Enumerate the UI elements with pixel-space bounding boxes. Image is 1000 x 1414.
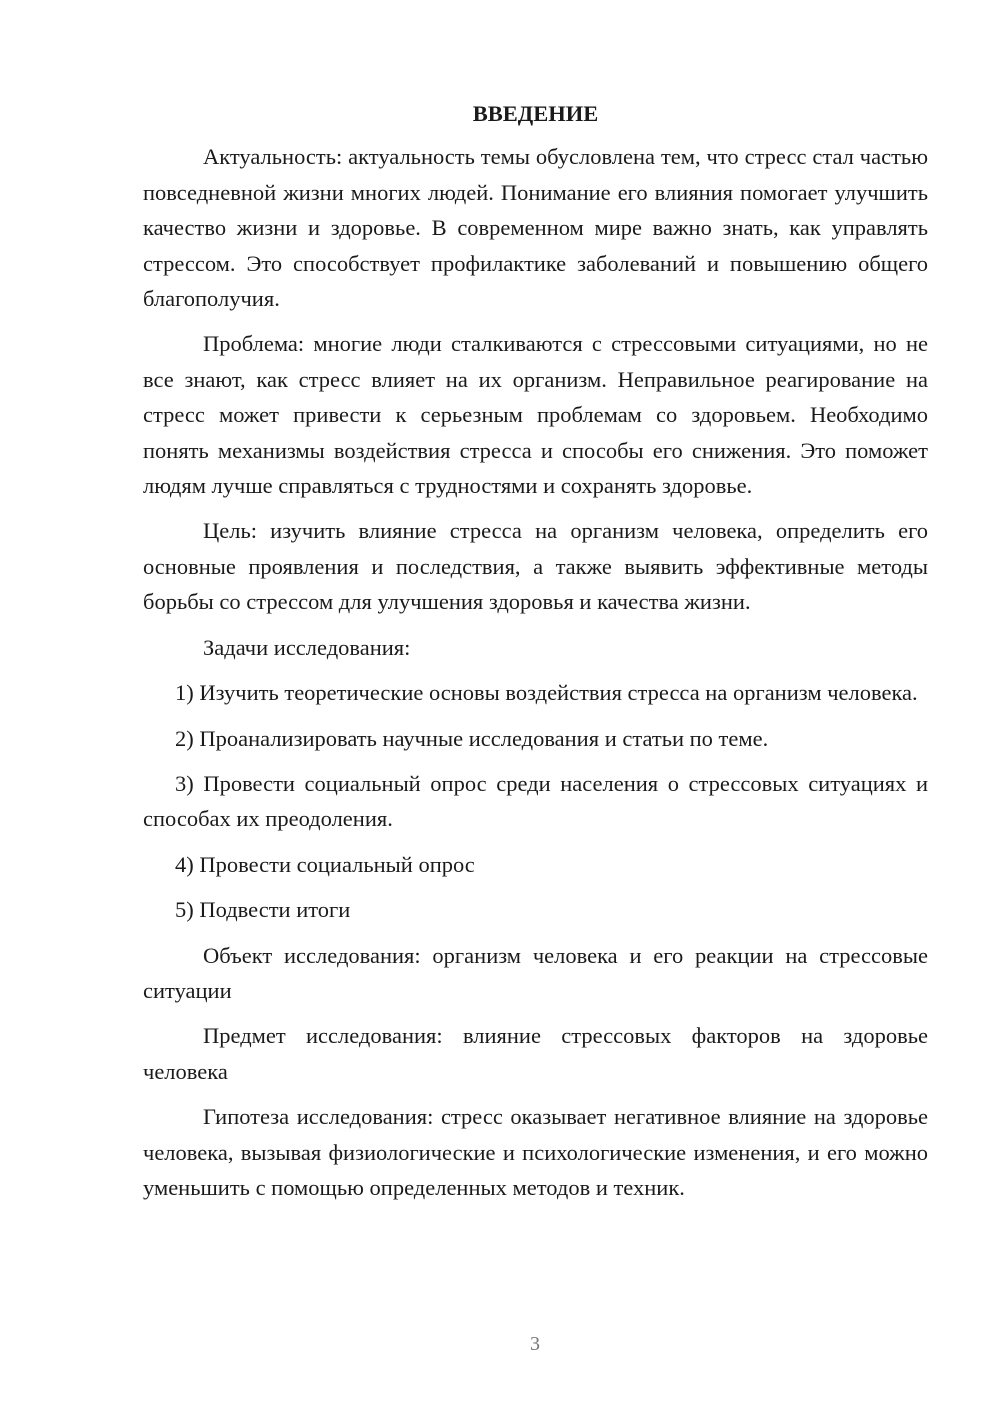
task-item-1: 1) Изучить теоретические основы воздействия стресса на организм человека. [175,680,918,706]
tasks-heading: Задачи исследования: [203,634,411,660]
task-item-4: 4) Провести социальный опрос [175,851,475,877]
task-item-5: 5) Подвести итоги [175,897,351,923]
paragraph-hypothesis: Гипотеза исследования: стресс оказывает негативное влияние на здоровье человека, вызывая физиологические и психологические изменения, и его можно уменьшить с помощью определенных методов и техник. [143,1104,928,1200]
document-page [143,96,928,1205]
page-number: 3 [530,1333,540,1355]
task-item-2: 2) Проанализировать научные исследования и статьи по теме. [175,725,769,751]
paragraph-subject: Предмет исследования: влияние стрессовых факторов на здоровье человека [143,1023,928,1084]
paragraph-problem: Проблема: многие люди сталкиваются с стрессовыми ситуациями, но не все знают, как стресс влияет на их организм. Неправильное реагирование на стресс может привести к серьезным проблемам со здоровьем. Необходимо понять механизмы воздействия стресса и способы его снижения. Это поможет людям лучше справляться с трудностями и сохранять здоровье. [143,331,928,499]
paragraph-goal: Цель: изучить влияние стресса на организм человека, определить его основные проявления и последствия, а также выявить эффективные методы борьбы со стрессом для улучшения здоровья и качества жизни. [143,518,928,615]
paragraph-relevance: Актуальность: актуальность темы обусловлена тем, что стресс стал частью повседневной жизни многих людей. Понимание его влияния помогает улучшить качество жизни и здоровье. В современном мире важно знать, как управлять стрессом. Это способствует профилактике заболеваний и повышению общего благополучия. [143,144,928,312]
page-title: ВВЕДЕНИЕ [472,101,599,126]
paragraph-object: Объект исследования: организм человека и его реакции на стрессовые ситуации [143,942,928,1003]
task-item-3: 3) Провести социальный опрос среди населения о стрессовых ситуациях и способах их преодоления. [143,770,928,832]
